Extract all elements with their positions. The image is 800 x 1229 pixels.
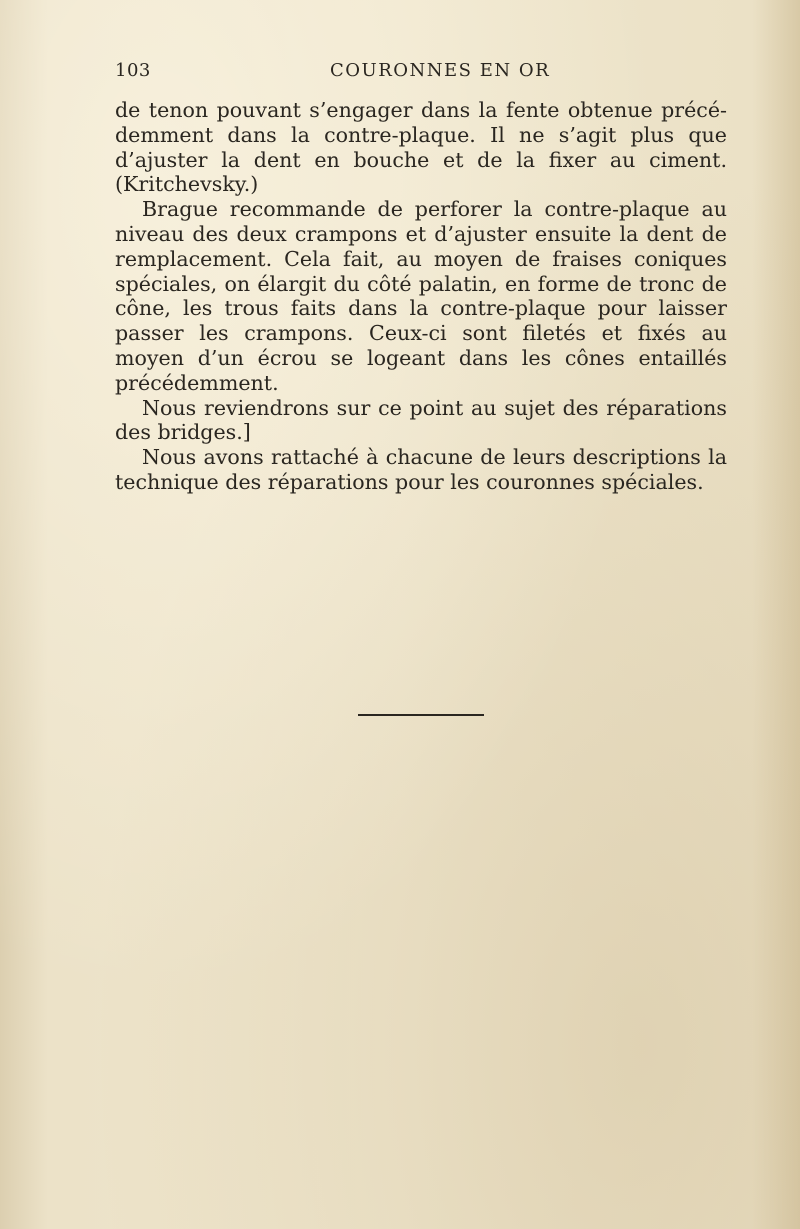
section-divider [358,714,484,716]
body-text [115,98,727,495]
paragraph-continuation: de tenon pouvant s’engager dans la fente obtenue précédemment dans la contre-plaque. Il ne s’agit plus que d’ajuster la dent en bouche et de la fixer au ciment. (Kritchevsky.) [115,98,727,197]
paragraph-special-crowns: Nous avons rattaché à chacune de leurs descriptions la technique des réparations pour les couronnes spéciales. [115,445,727,494]
running-title: COURONNES EN OR [330,60,551,81]
paragraph-bridges: Nous reviendrons sur ce point au sujet des réparations des bridges.] [115,395,727,445]
paragraph-brague: Brague recommande de perforer la contre-plaque au niveau des deux crampons et d’ajuster ensuite la dent de remplacement. Cela fait, au moyen de fraises coniques spéciales, on élargit du côté palatin, en forme de tronc de cône, les trous faits dans la contre-plaque pour laisser passer les crampons. Ceux-ci sont filetés et fixés au moyen d’un écrou se logeant dans les cônes entaillés précédemment. [115,197,727,395]
page-number: 103 [115,60,151,81]
page-header [115,60,725,90]
